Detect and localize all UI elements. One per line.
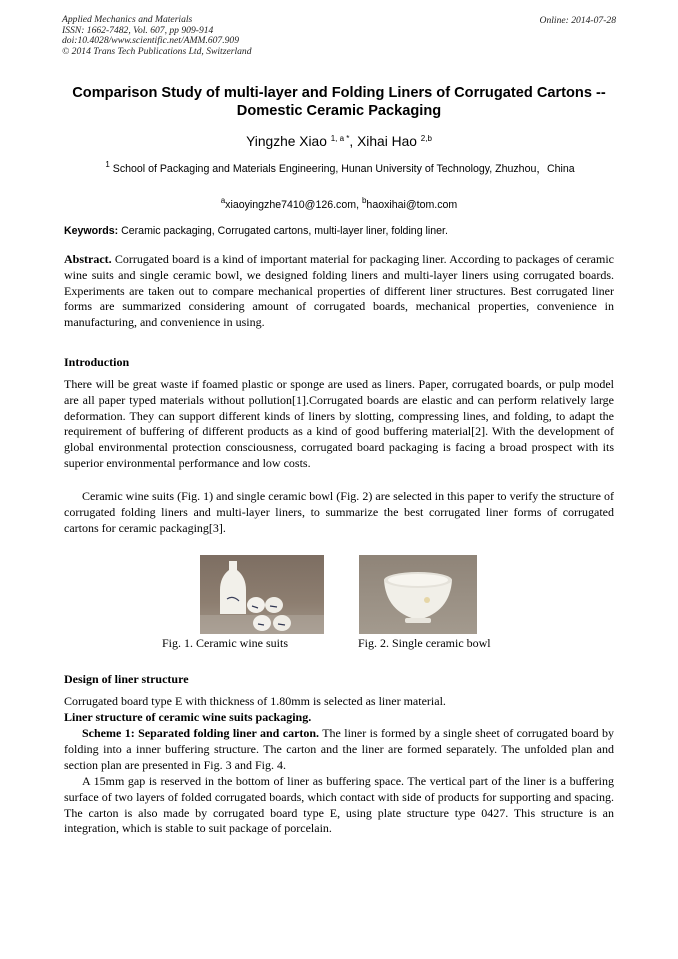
keywords-text: Ceramic packaging, Corrugated cartons, multi-layer liner, folding liner. — [118, 225, 448, 237]
author-separator: , — [349, 134, 358, 149]
affiliation-text: School of Packaging and Materials Engineering, Hunan University of Technology, Zhuzhou，China — [112, 163, 575, 175]
affiliation-sup: 1 — [105, 160, 110, 169]
abstract-text: Corrugated board is a kind of important material for packaging liner. According to packages of ceramic wine suits and single ceramic bowl, we designed folding liners and multi-layer liners using corrugated boards. Experiments are taken out to compare mechanical properties of different liner structures. Best corrugated liner forms are summarized considering amount of corrugated boards, mechanical properties, convenience in manufacturing, and convenience in using. — [64, 252, 614, 330]
figure-2-caption: Fig. 2. Single ceramic bowl — [358, 636, 491, 650]
email-b-sup: b — [361, 196, 367, 205]
design-subheading: Liner structure of ceramic wine suits packaging. — [64, 710, 312, 724]
email-b[interactable]: haoxihai@tom.com — [366, 199, 458, 211]
journal-name: Applied Mechanics and Materials — [62, 14, 193, 25]
journal-header — [62, 15, 252, 57]
email-line — [64, 196, 614, 211]
author-1-sup: 1, a * — [330, 134, 350, 143]
affiliation — [70, 157, 610, 177]
wine-suits-photo — [200, 555, 324, 634]
email-a[interactable]: xiaoyingzhe7410@126.com, — [225, 199, 362, 211]
design-paragraph-1: Corrugated board type E with thickness of 1.80mm is selected as liner material. — [64, 694, 446, 708]
author-1: Yingzhe Xiao — [246, 134, 327, 149]
design-paragraph-3: A 15mm gap is reserved in the bottom of liner as buffering space. The vertical part of the liner is a buffering surface of two layers of folded corrugated boards, which contact with side of products for supporting and spacing. The carton is also made by corrugated board type E, using plate structure type 0427. This structure is an integration, which is stable to suit package of porcelain. — [64, 774, 614, 836]
issn: ISSN: 1662-7482, Vol. 607, pp 909-914 — [62, 24, 214, 36]
author-2: Xihai Hao — [357, 134, 417, 149]
ceramic-bowl-photo — [359, 555, 477, 634]
intro-paragraph-2: Ceramic wine suits (Fig. 1) and single ceramic bowl (Fig. 2) are selected in this paper to verify the structure of corrugated folding liners and multi-layer liners, to summarize the best corrugated liner forms of corrugated cartons for ceramic packaging[3]. — [64, 489, 614, 535]
author-2-sup: 2,b — [420, 134, 432, 143]
introduction-heading: Introduction — [64, 355, 130, 369]
paper-title: Comparison Study of multi-layer and Folding Liners of Corrugated Cartons -- Domestic Ceramic Packaging — [72, 85, 606, 119]
email-a-sup: a — [220, 196, 226, 205]
intro-paragraph-1: There will be great waste if foamed plastic or sponge are used as liners. Paper, corrugated boards, or pulp model are all paper typed materials without pollution[1].Corrugated boards are elastic and can perform relatively large deformation. They can support different kinds of liners by slotting, compressing lines, and folding, to adapt the requirement of buffering of different products as a kind of good buffering material[2]. With the development of global environmental protection consciousness, corrugated board packaging is facing a broad prospect with its superior environmental performance and low costs. — [64, 377, 614, 470]
design-heading: Design of liner structure — [64, 672, 189, 686]
scheme-1-paragraph — [64, 726, 614, 773]
doi[interactable]: doi:10.4028/www.scientific.net/AMM.607.909 — [62, 35, 240, 47]
scheme-1-text: The liner is formed by a single sheet of corrugated board by folding into a inner buffering structure. The carton and the liner are formed separately. The unfolded plan and section plan are presented in Fig. 3 and Fig. 4. — [64, 726, 614, 772]
abstract-label: Abstract. — [64, 252, 112, 266]
keywords — [64, 225, 614, 237]
online-date: Online: 2014-07-28 — [539, 15, 616, 26]
scheme-1-label: Scheme 1: Separated folding liner and carton. — [82, 726, 320, 740]
abstract — [64, 252, 614, 331]
copyright: © 2014 Trans Tech Publications Ltd, Switzerland — [62, 45, 252, 57]
author-line — [64, 130, 614, 151]
keywords-label: Keywords: — [64, 225, 119, 237]
figure-1-caption: Fig. 1. Ceramic wine suits — [162, 636, 288, 650]
